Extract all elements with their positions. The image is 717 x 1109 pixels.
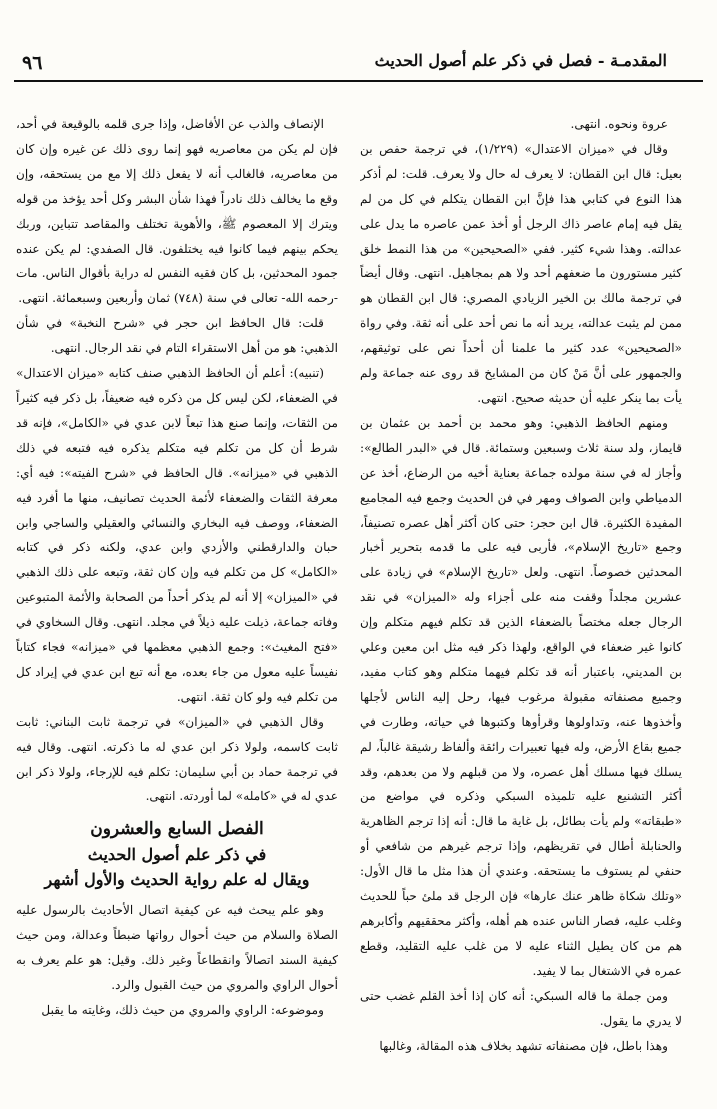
paragraph: وهذا باطل، فإن مصنفاته تشهد بخلاف هذه المقالة، وغالبها <box>379 1038 668 1053</box>
page-header <box>14 44 703 82</box>
paragraph: وموضوعه: الراوي والمروي من حيث ذلك، وغايته ما يقبل <box>41 1003 324 1017</box>
chapter-subtitle: في ذكر علم أصول الحديث <box>87 845 267 865</box>
paragraph: وهو علم يبحث فيه عن كيفية اتصال الأحاديث بالرسول عليه الصلاة والسلام من حيث أحوال رواتها ضبطاً وعدالة، ومن حيث كيفية السند اتصالاً وانقطاعاً وغير ذلك. وقيل: هو علم يعرف به أحوال الراوي والمروي من حيث القبول والرد. <box>16 903 338 993</box>
right-column <box>360 112 682 1097</box>
paragraph: قلت: قال الحافظ ابن حجر في «شرح النخبة» في شأن الذهبي: هو من أهل الاستقراء التام في نقد الرجال. انتهى. <box>16 316 338 356</box>
chapter-subtitle-2: ويقال له علم رواية الحديث والأول أشهر <box>44 870 310 890</box>
paragraph: وقال في «ميزان الاعتدال» (١/٢٢٩)، في ترجمة حفص بن بعيل: قال ابن القطان: لا يعرف له حال ولا يعرف. قلت: لم أذكر هذا النوع في كتابي هذا فإنَّ ابن القطان يتكلم في كل من لم يقل فيه إمام عاصر ذاك الرجل أو أخذ عمن عاصره ما يدل على عدالته. وهذا شيء كثير. ففي «الصحيحين» من هذا النمط خلق كثير مستورون ما ضعفهم أحد ولا هم بمجاهيل. انتهى. وقال أيضاً في ترجمة مالك بن الخير الزيادي المصري: قال ابن القطان هو ممن لم يثبت عدالته، يريد أنه ما نص أحد على أنه ثقة. وفي رواة «الصحيحين» عدد كثير ما علمنا أن أحداً نص على توثيقهم، والجمهور على أنَّ مَنْ كان من المشايخ قد روى عنه جماعة ولم يأت بما ينكر عليه أن حديثه صحيح. انتهى. <box>360 141 682 405</box>
paragraph: وقال الذهبي في «الميزان» في ترجمة ثابت البناني: ثابت ثابت كاسمه، ولولا ذكر ابن عدي له ما ذكرته. انتهى. وقال فيه في ترجمة حماد بن أبي سليمان: تكلم فيه للإرجاء، ولولا ذكر ابن عدي له في «كامله» لما أوردته. انتهى. <box>16 714 338 804</box>
paragraph: عروة ونحوه. انتهى. <box>570 117 668 131</box>
left-column <box>16 112 338 1097</box>
paragraph: (تنبيه): أعلم أن الحافظ الذهبي صنف كتابه «ميزان الاعتدال» في الضعفاء، لكن ليس كل من ذكره فيه ضعيفاً، بل ذكر فيه كثيراً من الثقات، وإنما صنع هذا تبعاً لابن عدي في «الكامل»، فإنه قد شرط أن كل من تكلم فيه متكلم يذكره فيه فتبعه في ذلك الذهبي في «ميزانه». قال الحافظ في «شرح الفيته»: فيه أي: معرفة الثقات والضعفاء لأئمة الحديث تصانيف، منها ما أفرد فيه الضعفاء، ووصف فيه البخاري والنسائي والعقيلي والساجي وابن حبان والدارقطني والأزدي وابن عدي، ولكنه ذكر في كتابه «الكامل» كل من تكلم فيه وإن كان ثقة، وتبعه على ذلك الذهبي في «الميزان» إلا أنه لم يذكر أحداً من الصحابة والأئمة المتبوعين وفاته جماعة، ذيلت عليه ذيلاً في مجلد. انتهى. وقال السخاوي في «فتح المغيث»: وجمع الذهبي معظمها في «ميزانه» فجاء كتاباً نفيساً عليه معول من جاء بعده، مع أنه تبع ابن عدي في إيراد كل من تكلم فيه ولو كان ثقة. انتهى. <box>16 366 338 704</box>
paragraph: الإنصاف والذب عن الأفاضل، وإذا جرى قلمه بالوقيعة في أحد، فإن لم يكن من معاصريه فهو إنما روى ذلك عن غيره وإن كان من معاصريه، فالغالب أنه لا يفعل ذلك إلا مع من يستحقه، وإن وقع ما يخالف ذلك نادراً فهذا شأن البشر وكل أحد يؤخذ من قوله ويترك إلا المعصوم ﷺ، والأهوية تختلف والمقاصد تتباين، وربك يحكم بينهم فيما كانوا فيه يختلفون. قال الصفدي: لم يكن عنده جمود المحدثين، بل كان فقيه النفس له دراية بأقوال الناس. مات -رحمه الله- تعالى في سنة (٧٤٨) ثمان وأربعين وسبعمائة. انتهى. <box>16 117 338 306</box>
running-title: المقدمـة - فصل في ذكر علم أصول الحديث <box>374 51 667 70</box>
page-number: ٩٦ <box>22 52 43 74</box>
chapter-heading <box>16 817 338 892</box>
chapter-title: الفصل السابع والعشرون <box>90 819 264 840</box>
paragraph: ومن جملة ما قاله السبكي: أنه كان إذا أخذ القلم غضب حتى لا يدري ما يقول. <box>360 988 682 1028</box>
paragraph: ومنهم الحافظ الذهبي: وهو محمد بن أحمد بن عثمان بن قايماز، ولد سنة ثلاث وسبعين وستمائة. قال في «البدر الطالع»: وأجاز له في سنة مولده جماعة بعناية أخيه من الرضاع، أخذ عن الدمياطي وابن الصواف ومهر في فن الحديث وجمع فيه المجاميع المفيدة الكثيرة. قال ابن حجر: حتى كان أكثر أهل عصره تصنيفاً، وجمع «تاريخ الإسلام»، فأربى فيه على ما قدمه بتحرير أخبار المحدثين خصوصاً. انتهى. ولعل «تاريخ الإسلام» في زيادة على عشرين مجلداً وقفت منه على أجزاء وله «الميزان» في نقد الرجال جعله مختصاً بالضعفاء الذين قد تكلم فيهم متكلم وإن كانوا غير ضعفاء في الواقع، ولهذا ذكر فيه مثل ابن معين وعلي بن المديني، باعتبار أنه قد تكلم فيهما متكلم وهو كتاب مفيد، وجميع مصنفاته مقبولة مرغوب فيها، رحل إليه الناس لأجلها وأخذوها عنه، وتداولوها وقرأوها وكتبوها في حياته، وطارت في جميع بقاع الأرض، وله فيها تعبيرات رائقة وألفاظ رشيقة غالباً، لم يسلك فيها مسلك أهل عصره، ولا من قبلهم ولا من بعدهم، وقد أكثر التشنيع عليه تلميذه السبكي وذكره في مواضع من «طبقاته» ولم يأت بطائل، بل غاية ما قال: أنه إذا ترجم الظاهرية والحنابلة أطال في تقريظهم، وإذا ترجم غيرهم من شافعي أو حنفي لم يستوف ما يستحقه. وعندي أن هذا مثل ما قال الأول: «وتلك شكاة ظاهر عنك عارها» فإن الرجل قد ملئ حباً للحديث وغلب عليه، فصار الناس عنده هم أهله، وأكثر محققيهم وأكابرهم هم من كان يطيل الثناء عليه لا من غلب عليه التقليد، وقطع عمره في الاشتغال بما لا يفيد. <box>360 415 682 978</box>
